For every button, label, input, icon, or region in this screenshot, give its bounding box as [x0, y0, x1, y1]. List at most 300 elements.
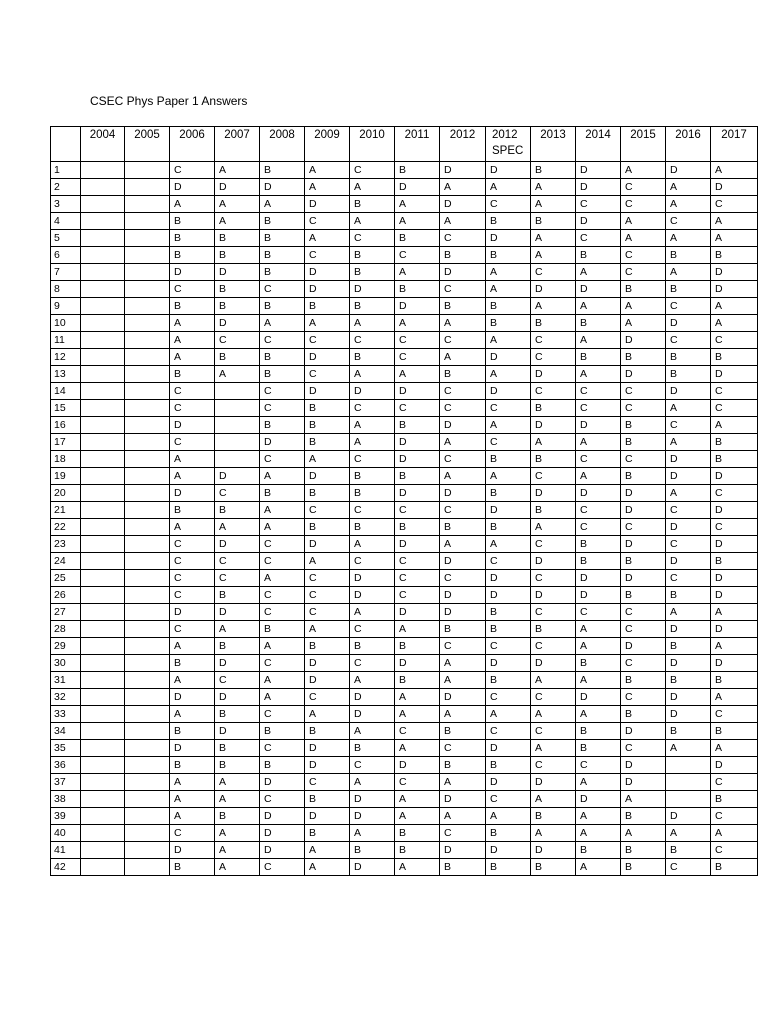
question-number: 17: [51, 434, 81, 451]
answer-cell: D: [621, 536, 666, 553]
answer-cell: A: [305, 859, 350, 876]
question-number: 14: [51, 383, 81, 400]
answer-cell: D: [440, 791, 486, 808]
answer-cell: [81, 621, 125, 638]
question-number: 9: [51, 298, 81, 315]
answer-cell: A: [215, 162, 260, 179]
answer-cell: [81, 162, 125, 179]
answer-cell: B: [170, 655, 215, 672]
answer-cell: C: [486, 196, 531, 213]
answer-cell: C: [621, 247, 666, 264]
answer-cell: D: [711, 366, 758, 383]
answer-cell: A: [260, 519, 305, 536]
answer-cell: [215, 434, 260, 451]
answer-cell: D: [350, 570, 395, 587]
answer-cell: A: [305, 706, 350, 723]
answer-cell: A: [440, 213, 486, 230]
column-header: 2007: [215, 127, 260, 162]
answer-cell: [125, 757, 170, 774]
answer-cell: C: [395, 570, 440, 587]
column-header: 2010: [350, 127, 395, 162]
table-row: [51, 808, 758, 825]
answer-cell: D: [440, 162, 486, 179]
answer-cell: A: [711, 162, 758, 179]
answer-cell: C: [440, 451, 486, 468]
answer-cell: C: [170, 400, 215, 417]
answer-cell: C: [170, 162, 215, 179]
column-header: 2012: [440, 127, 486, 162]
answer-cell: [125, 570, 170, 587]
answer-cell: [125, 383, 170, 400]
answer-cell: D: [170, 179, 215, 196]
answer-cell: B: [260, 264, 305, 281]
answer-cell: C: [395, 400, 440, 417]
answer-cell: [81, 519, 125, 536]
answer-cell: C: [486, 791, 531, 808]
answer-cell: A: [711, 213, 758, 230]
answer-cell: [215, 400, 260, 417]
table-row: [51, 383, 758, 400]
question-number: 41: [51, 842, 81, 859]
answer-cell: A: [305, 162, 350, 179]
answer-cell: D: [170, 417, 215, 434]
answer-cell: D: [305, 264, 350, 281]
answer-cell: D: [486, 740, 531, 757]
answer-cell: B: [215, 349, 260, 366]
answer-cell: [81, 332, 125, 349]
answer-cell: [125, 196, 170, 213]
answer-cell: C: [531, 264, 576, 281]
answer-cell: A: [395, 366, 440, 383]
answer-cell: D: [531, 655, 576, 672]
answer-cell: B: [170, 757, 215, 774]
answer-cell: D: [711, 655, 758, 672]
answer-cell: B: [350, 485, 395, 502]
answer-cell: D: [666, 553, 711, 570]
answer-cell: B: [531, 400, 576, 417]
column-header: 2015: [621, 127, 666, 162]
answer-cell: D: [711, 587, 758, 604]
answer-cell: C: [621, 689, 666, 706]
answer-cell: D: [711, 281, 758, 298]
answer-cell: A: [711, 825, 758, 842]
answer-cell: C: [260, 281, 305, 298]
answer-cell: B: [260, 298, 305, 315]
answer-cell: B: [350, 247, 395, 264]
answer-cell: D: [440, 587, 486, 604]
answer-cell: A: [711, 298, 758, 315]
answer-cell: C: [260, 791, 305, 808]
answer-cell: D: [170, 740, 215, 757]
answer-cell: D: [215, 468, 260, 485]
answer-cell: [81, 298, 125, 315]
answer-cell: C: [260, 553, 305, 570]
answer-cell: C: [395, 502, 440, 519]
answer-cell: B: [440, 298, 486, 315]
answer-cell: B: [576, 740, 621, 757]
answer-cell: D: [305, 536, 350, 553]
answer-cell: A: [711, 417, 758, 434]
answer-cell: D: [531, 553, 576, 570]
answer-cell: B: [350, 519, 395, 536]
answer-cell: D: [215, 689, 260, 706]
answer-cell: B: [260, 230, 305, 247]
answer-cell: C: [350, 621, 395, 638]
answer-cell: [125, 468, 170, 485]
answer-cell: B: [486, 485, 531, 502]
answer-cell: B: [215, 757, 260, 774]
answer-cell: C: [305, 774, 350, 791]
answer-cell: B: [486, 315, 531, 332]
answer-cell: D: [170, 604, 215, 621]
answer-cell: B: [621, 553, 666, 570]
answer-cell: B: [260, 417, 305, 434]
table-row: [51, 417, 758, 434]
question-number: 27: [51, 604, 81, 621]
answer-cell: [215, 451, 260, 468]
answer-cell: C: [305, 247, 350, 264]
answer-cell: B: [531, 162, 576, 179]
answer-cell: C: [711, 842, 758, 859]
answer-cell: C: [531, 638, 576, 655]
answer-cell: A: [576, 468, 621, 485]
answer-cell: [81, 604, 125, 621]
answer-cell: B: [621, 417, 666, 434]
answer-cell: D: [576, 485, 621, 502]
answer-cell: A: [666, 434, 711, 451]
answer-cell: B: [711, 247, 758, 264]
answer-cell: A: [576, 859, 621, 876]
answer-cell: C: [621, 400, 666, 417]
answer-cell: A: [711, 230, 758, 247]
question-number: 34: [51, 723, 81, 740]
answer-cell: A: [440, 774, 486, 791]
answer-cell: A: [260, 315, 305, 332]
answer-cell: A: [395, 264, 440, 281]
answer-cell: B: [666, 638, 711, 655]
answer-cell: A: [531, 434, 576, 451]
answer-cell: A: [440, 808, 486, 825]
table-row: [51, 519, 758, 536]
answer-cell: [81, 808, 125, 825]
answer-cell: C: [260, 604, 305, 621]
answer-cell: C: [260, 400, 305, 417]
answer-cell: [81, 400, 125, 417]
answer-cell: B: [215, 638, 260, 655]
answer-cell: C: [711, 383, 758, 400]
answer-cell: C: [440, 502, 486, 519]
answer-cell: C: [260, 383, 305, 400]
answer-cell: B: [711, 791, 758, 808]
table-row: [51, 536, 758, 553]
answer-cell: [81, 366, 125, 383]
answer-cell: [125, 655, 170, 672]
answer-cell: B: [215, 281, 260, 298]
question-number: 21: [51, 502, 81, 519]
answer-cell: [81, 791, 125, 808]
answer-cell: D: [440, 842, 486, 859]
answer-cell: C: [395, 332, 440, 349]
answer-cell: A: [666, 485, 711, 502]
answer-cell: D: [531, 485, 576, 502]
answer-cell: D: [666, 655, 711, 672]
answer-cell: B: [711, 553, 758, 570]
answer-cell: B: [350, 842, 395, 859]
answer-cell: C: [621, 196, 666, 213]
answer-cell: B: [576, 842, 621, 859]
answer-cell: A: [440, 536, 486, 553]
table-row: [51, 587, 758, 604]
answer-cell: [81, 859, 125, 876]
answer-cell: D: [531, 774, 576, 791]
answer-cell: D: [576, 179, 621, 196]
answer-cell: D: [621, 638, 666, 655]
answer-cell: B: [666, 349, 711, 366]
answer-cell: A: [486, 281, 531, 298]
answer-cell: B: [666, 587, 711, 604]
answer-cell: A: [170, 349, 215, 366]
question-number: 36: [51, 757, 81, 774]
question-number: 16: [51, 417, 81, 434]
answer-cell: B: [711, 451, 758, 468]
table-row: [51, 400, 758, 417]
answer-cell: A: [621, 315, 666, 332]
answer-cell: D: [350, 791, 395, 808]
answer-cell: [125, 808, 170, 825]
answer-cell: D: [305, 757, 350, 774]
answer-cell: [125, 281, 170, 298]
answer-cell: C: [170, 587, 215, 604]
column-header: 2006: [170, 127, 215, 162]
answer-cell: B: [486, 672, 531, 689]
answer-cell: A: [395, 740, 440, 757]
answer-cell: [125, 706, 170, 723]
answer-cell: A: [440, 655, 486, 672]
answer-cell: D: [350, 706, 395, 723]
table-row: [51, 638, 758, 655]
answer-cell: A: [350, 417, 395, 434]
table-row: [51, 298, 758, 315]
answer-cell: C: [170, 281, 215, 298]
answer-cell: A: [170, 519, 215, 536]
answer-cell: A: [305, 179, 350, 196]
answer-cell: B: [215, 298, 260, 315]
answer-cell: A: [531, 672, 576, 689]
question-number: 42: [51, 859, 81, 876]
answer-cell: D: [440, 604, 486, 621]
answer-cell: C: [350, 502, 395, 519]
table-row: [51, 230, 758, 247]
answer-cell: D: [170, 264, 215, 281]
answer-cell: D: [576, 791, 621, 808]
answer-cell: A: [260, 638, 305, 655]
answer-cell: B: [215, 247, 260, 264]
answer-cell: D: [621, 723, 666, 740]
answer-cell: [125, 587, 170, 604]
answer-cell: D: [621, 757, 666, 774]
answer-cell: D: [395, 451, 440, 468]
answer-cell: D: [486, 349, 531, 366]
answer-cell: D: [305, 655, 350, 672]
answer-cell: B: [711, 349, 758, 366]
answer-cell: A: [260, 570, 305, 587]
answer-cell: C: [170, 383, 215, 400]
answer-cell: [125, 162, 170, 179]
answer-cell: C: [170, 553, 215, 570]
answer-cell: A: [215, 791, 260, 808]
answer-cell: [125, 604, 170, 621]
answer-cell: C: [350, 553, 395, 570]
answer-cell: D: [666, 689, 711, 706]
answer-cell: B: [531, 621, 576, 638]
answer-cell: [81, 383, 125, 400]
answer-cell: [125, 179, 170, 196]
answer-cell: B: [440, 366, 486, 383]
column-header: 2016: [666, 127, 711, 162]
table-row: [51, 689, 758, 706]
question-number: 13: [51, 366, 81, 383]
answer-cell: D: [531, 281, 576, 298]
answer-cell: [81, 468, 125, 485]
answer-cell: C: [711, 400, 758, 417]
answer-cell: A: [215, 825, 260, 842]
answer-cell: C: [350, 757, 395, 774]
answer-cell: A: [260, 672, 305, 689]
answer-cell: D: [486, 383, 531, 400]
question-number: 31: [51, 672, 81, 689]
answer-cell: B: [260, 213, 305, 230]
answer-cell: D: [305, 196, 350, 213]
answer-cell: A: [395, 621, 440, 638]
answer-cell: D: [305, 468, 350, 485]
answer-cell: A: [215, 366, 260, 383]
answer-cell: C: [666, 536, 711, 553]
answer-cell: C: [215, 672, 260, 689]
answer-cell: C: [531, 332, 576, 349]
answer-cell: B: [395, 162, 440, 179]
answer-cell: B: [395, 825, 440, 842]
answer-cell: D: [260, 842, 305, 859]
answer-cell: C: [395, 553, 440, 570]
answer-cell: A: [215, 213, 260, 230]
answer-cell: C: [305, 366, 350, 383]
table-row: [51, 468, 758, 485]
answer-cell: A: [531, 230, 576, 247]
answer-cell: D: [260, 808, 305, 825]
answer-cell: A: [170, 808, 215, 825]
question-number: 11: [51, 332, 81, 349]
table-row: [51, 706, 758, 723]
answer-cell: [81, 842, 125, 859]
answer-cell: [125, 451, 170, 468]
answer-cell: B: [395, 230, 440, 247]
answer-cell: B: [576, 349, 621, 366]
answer-cell: C: [305, 213, 350, 230]
answer-cell: D: [395, 757, 440, 774]
header-row: [51, 127, 758, 162]
answer-cell: C: [440, 281, 486, 298]
answer-cell: A: [170, 706, 215, 723]
answer-cell: [81, 689, 125, 706]
answer-cell: C: [621, 740, 666, 757]
question-number: 20: [51, 485, 81, 502]
question-number: 38: [51, 791, 81, 808]
answer-cell: C: [666, 570, 711, 587]
question-number: 18: [51, 451, 81, 468]
answer-cell: A: [260, 196, 305, 213]
answer-cell: B: [576, 247, 621, 264]
answer-cell: D: [305, 672, 350, 689]
table-row: [51, 366, 758, 383]
answer-cell: C: [440, 383, 486, 400]
answer-cell: B: [486, 859, 531, 876]
answer-cell: A: [531, 247, 576, 264]
answer-cell: C: [395, 247, 440, 264]
answer-cell: A: [531, 519, 576, 536]
answer-cell: [81, 247, 125, 264]
question-number: 35: [51, 740, 81, 757]
answer-cell: C: [531, 723, 576, 740]
answer-cell: D: [666, 808, 711, 825]
answer-cell: C: [440, 230, 486, 247]
answer-cell: D: [711, 502, 758, 519]
answer-cell: A: [350, 825, 395, 842]
answer-cell: C: [711, 332, 758, 349]
answer-cell: C: [576, 230, 621, 247]
answer-cell: C: [260, 451, 305, 468]
answer-cell: A: [395, 706, 440, 723]
answer-cell: D: [215, 536, 260, 553]
answer-cell: D: [711, 264, 758, 281]
answer-cell: D: [215, 179, 260, 196]
answer-cell: [125, 621, 170, 638]
answer-cell: D: [666, 383, 711, 400]
answer-cell: C: [621, 264, 666, 281]
answer-cell: A: [576, 434, 621, 451]
table-row: [51, 723, 758, 740]
answer-cell: B: [621, 587, 666, 604]
answer-cell: B: [215, 706, 260, 723]
answer-cell: B: [711, 859, 758, 876]
answer-cell: C: [576, 604, 621, 621]
answer-cell: C: [440, 740, 486, 757]
answer-cell: B: [395, 842, 440, 859]
answer-cell: A: [531, 196, 576, 213]
answer-cell: C: [350, 655, 395, 672]
answer-cell: [125, 842, 170, 859]
answer-cell: A: [621, 298, 666, 315]
answer-cell: D: [711, 468, 758, 485]
table-row: [51, 740, 758, 757]
table-row: [51, 264, 758, 281]
answer-cell: D: [305, 808, 350, 825]
answer-cell: A: [170, 451, 215, 468]
answer-cell: A: [576, 672, 621, 689]
table-row: [51, 162, 758, 179]
answer-cell: C: [440, 400, 486, 417]
answer-cell: D: [350, 689, 395, 706]
answer-cell: B: [576, 553, 621, 570]
column-header: 2005: [125, 127, 170, 162]
answer-cell: C: [531, 383, 576, 400]
answer-cell: D: [621, 332, 666, 349]
answer-cell: B: [260, 247, 305, 264]
answer-cell: B: [215, 587, 260, 604]
answer-cell: C: [486, 553, 531, 570]
answer-cell: C: [666, 859, 711, 876]
answer-cell: C: [576, 196, 621, 213]
answer-cell: B: [350, 740, 395, 757]
